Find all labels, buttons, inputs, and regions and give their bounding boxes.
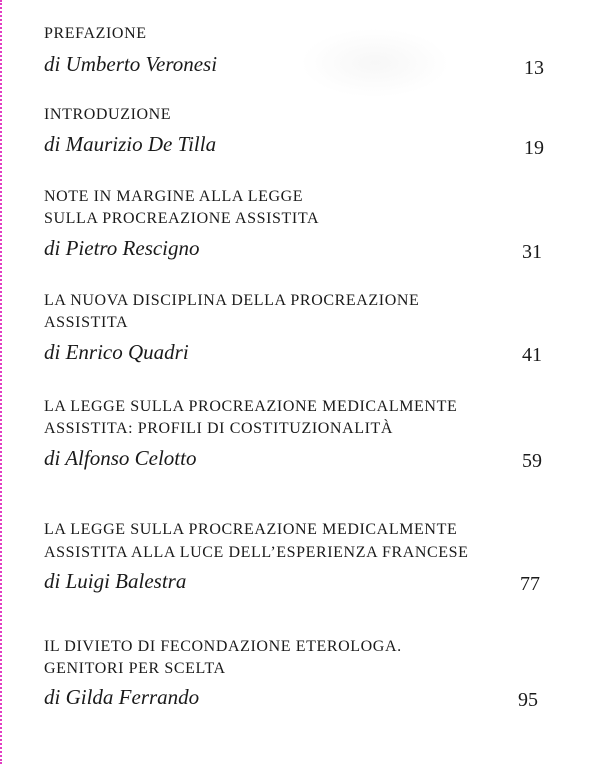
page-binding-edge [0,0,4,764]
toc-entry-author: di Pietro Rescigno [44,236,200,260]
toc-entry-page-number: 31 [522,241,542,263]
toc-entry-title: GENITORI PER SCELTA [44,660,226,677]
toc-entry-title: IL DIVIETO DI FECONDAZIONE ETEROLOGA. [44,638,402,655]
toc-entry-title: ASSISTITA [44,314,129,331]
toc-entry-author: di Alfonso Celotto [44,446,197,470]
toc-entry-title: SULLA PROCREAZIONE ASSISTITA [44,210,320,227]
toc-entry-author: di Umberto Veronesi [44,52,218,76]
toc-entry-page-number: 77 [520,573,540,595]
toc-entry-title: INTRODUZIONE [44,106,172,123]
toc-entry-title: LA LEGGE SULLA PROCREAZIONE MEDICALMENTE [44,521,458,538]
toc-entry-page-number: 19 [524,137,544,159]
toc-entry-page-number: 95 [518,689,538,711]
toc-entry-title: LA NUOVA DISCIPLINA DELLA PROCREAZIONE [44,292,420,309]
toc-entry-title: NOTE IN MARGINE ALLA LEGGE [44,188,304,205]
toc-entry-title: ASSISTITA ALLA LUCE DELL’ESPERIENZA FRANCESE [44,544,469,561]
toc-entry-page-number: 41 [522,344,542,366]
paper-smudge [300,28,450,98]
toc-entry-author: di Enrico Quadri [44,340,189,364]
toc-entry-title: ASSISTITA: PROFILI DI COSTITUZIONALITÀ [44,420,394,437]
toc-entry-title: PREFAZIONE [44,25,147,42]
toc-entry-author: di Luigi Balestra [44,569,187,593]
toc-entry-page-number: 59 [522,450,542,472]
toc-entry-author: di Maurizio De Tilla [44,132,217,156]
toc-entry-author: di Gilda Ferrando [44,685,200,709]
toc-entry-page-number: 13 [524,57,544,79]
toc-entry-title: LA LEGGE SULLA PROCREAZIONE MEDICALMENTE [44,398,458,415]
